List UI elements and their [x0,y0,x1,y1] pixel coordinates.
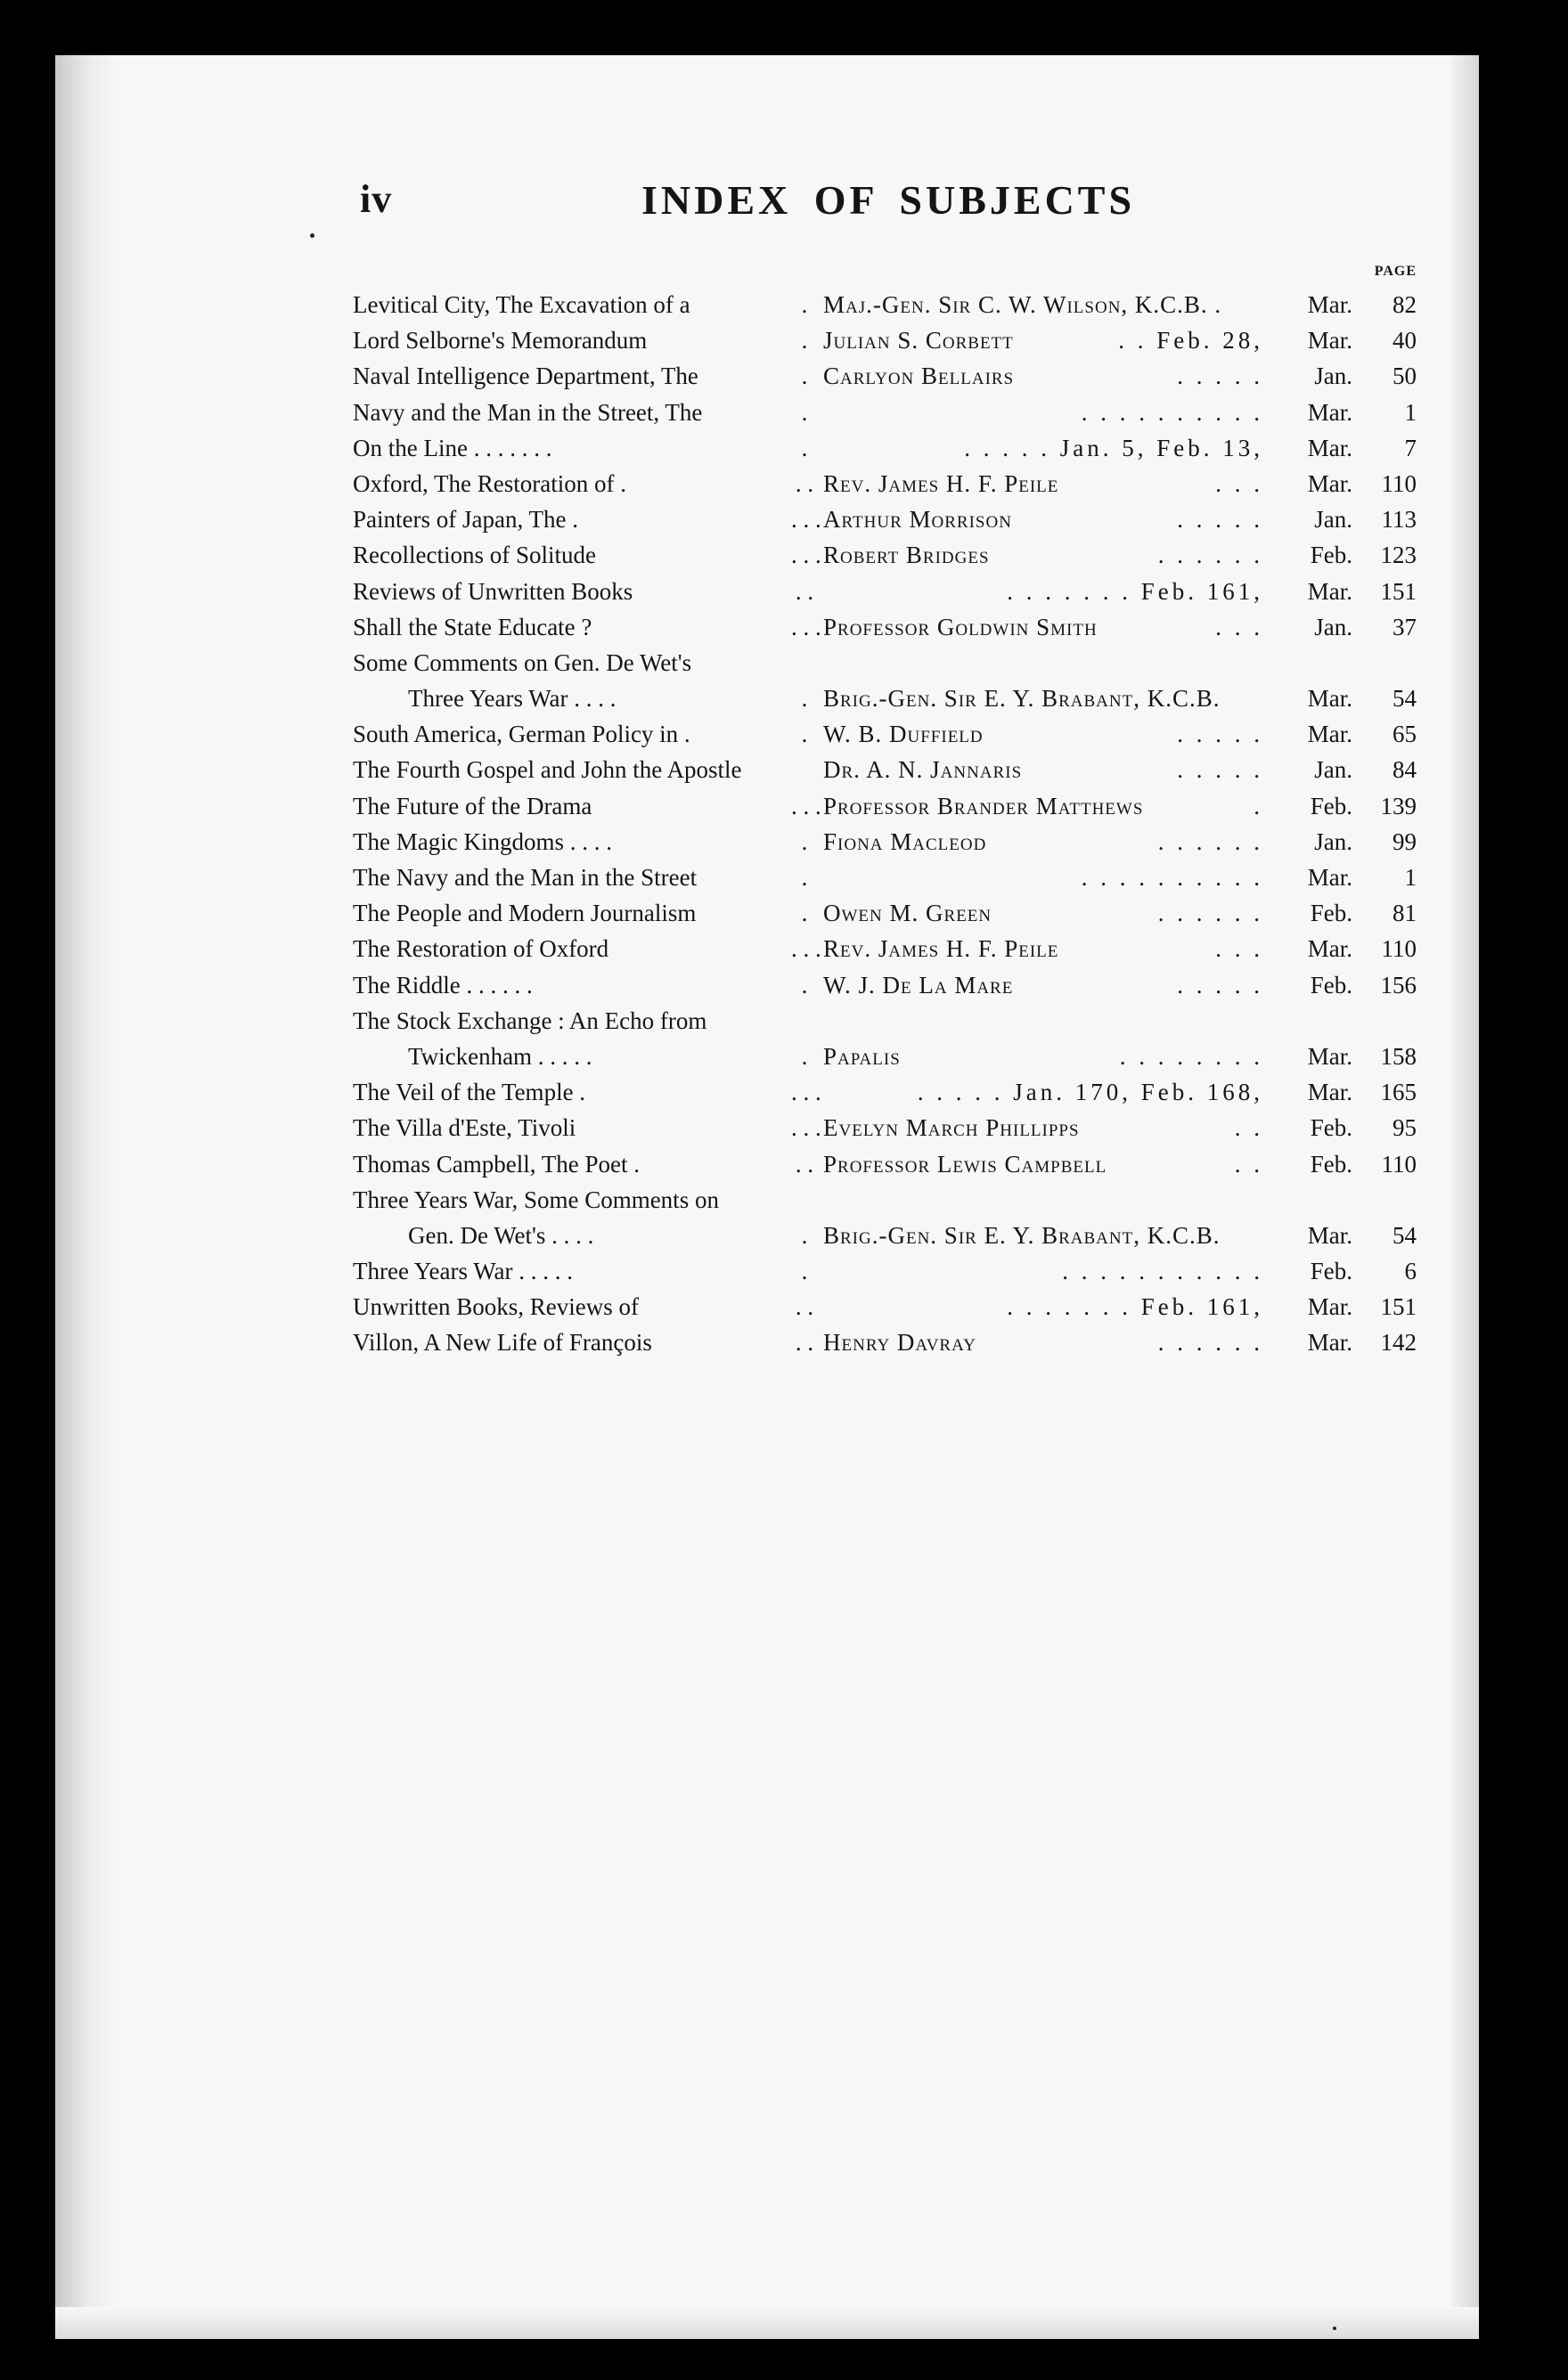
entry-page-number: 6 [1404,1258,1417,1285]
entry-subject: Twickenham . . . . . [408,1042,592,1070]
index-entry [353,1003,1422,1039]
index-entry [353,537,1422,573]
index-entry [353,716,1422,752]
entry-dates: . [1254,792,1263,819]
entry-leader-dots: . [801,1042,808,1070]
entry-month: Jan. [1314,506,1352,534]
entry-page-number: 84 [1392,756,1417,784]
entry-dates: . . . . . [1177,721,1263,748]
index-entry [353,609,1422,645]
index-entry [353,358,1422,394]
page-column-label: PAGE [1374,264,1417,279]
entry-page-number: 113 [1381,506,1417,534]
entry-author: Fiona Macleod [823,827,987,855]
entry-leader-dots: . [801,291,808,318]
entry-subject: Oxford, The Restoration of . [353,469,626,497]
entry-leader-dots: . . . [791,1114,821,1142]
page-title: INDEX OF SUBJECTS [641,177,1136,223]
entry-author: Brig.-Gen. Sir E. Y. Brabant, K.C.B. [823,685,1221,713]
entry-page-number: 1 [1404,864,1417,891]
entry-dates: . . . . . Jan. 5, Feb. 13, [964,434,1263,461]
entry-month: Feb. [1310,1150,1352,1178]
entry-author: Professor Lewis Campbell [823,1150,1107,1178]
entry-leader-dots: . [801,434,808,461]
entry-subject: The Veil of the Temple . [353,1079,586,1106]
entry-page-number: 110 [1381,1150,1417,1178]
entry-dates: . . . . . . . . [1119,1042,1263,1070]
entry-month: Mar. [1307,291,1352,318]
entry-author: Maj.-Gen. Sir C. W. Wilson, K.C.B. . [823,291,1222,318]
entry-subject: The Fourth Gospel and John the Apostle [353,756,742,784]
entry-month: Mar. [1307,1221,1352,1249]
entry-subject: Recollections of Solitude [353,542,596,569]
entry-page-number: 165 [1380,1079,1417,1106]
entry-leader-dots: . [801,398,808,426]
entry-dates: . . . . . [1177,756,1263,784]
entry-dates: . . . . . . [1157,827,1263,855]
index-entry [353,1039,1422,1074]
index-entry [353,466,1422,501]
entry-author: Robert Bridges [823,542,990,569]
entry-leader-dots: . . [795,1293,814,1321]
entry-subject: Shall the State Educate ? [353,613,592,640]
entry-month: Jan. [1314,363,1352,390]
entry-dates: . . . [1215,935,1263,963]
index-entry [353,1074,1422,1110]
index-entry [353,1324,1422,1360]
entry-subject: Gen. De Wet's . . . . [408,1221,594,1249]
entry-author: Professor Goldwin Smith [823,613,1098,640]
entry-dates: . . . . . [1177,506,1263,534]
entry-subject: Unwritten Books, Reviews of [353,1293,639,1321]
entry-author: Carlyon Bellairs [823,363,1015,390]
index-entry [353,931,1422,966]
index-entry [353,287,1422,322]
index-entry [353,1253,1422,1289]
entry-author: W. J. De La Mare [823,971,1014,998]
entry-leader-dots: . . . [791,792,821,819]
entry-dates: . . . . . Jan. 170, Feb. 168, [917,1079,1263,1106]
index-entry [353,860,1422,895]
index-entry [353,1218,1422,1253]
entry-page-number: 54 [1392,685,1417,713]
entry-leader-dots: . . . [791,542,821,569]
entry-subject: South America, German Policy in . [353,721,690,748]
entry-subject: Villon, A New Life of François [353,1329,652,1357]
entry-month: Feb. [1310,542,1352,569]
entry-author: Julian S. Corbett [823,327,1014,355]
entry-leader-dots: . [801,363,808,390]
entry-author: Evelyn March Phillipps [823,1114,1080,1142]
entry-month: Mar. [1307,434,1352,461]
entry-subject: Thomas Campbell, The Poet . [353,1150,640,1178]
entry-dates: . . . . . . . Feb. 161, [1007,577,1263,605]
entry-subject: Three Years War, Some Comments on [353,1186,719,1213]
index-entry [353,645,1422,681]
entry-page-number: 95 [1392,1114,1417,1142]
entry-page-number: 37 [1392,613,1417,640]
entry-dates: . . . [1215,469,1263,497]
entry-page-number: 142 [1380,1329,1417,1357]
entry-subject: Navy and the Man in the Street, The [353,398,703,426]
entry-dates: . . . . . . . . . . . [1062,1258,1263,1285]
entry-subject: The Villa d'Este, Tivoli [353,1114,576,1142]
entry-author: Professor Brander Matthews [823,792,1144,819]
entry-author: Owen M. Green [823,900,992,927]
entry-month: Mar. [1307,469,1352,497]
entry-month: Mar. [1307,685,1352,713]
index-entry [353,681,1422,716]
entry-month: Feb. [1310,1258,1352,1285]
entry-leader-dots: . [801,827,808,855]
entry-leader-dots: . . . [791,613,821,640]
entry-month: Feb. [1310,1114,1352,1142]
entry-leader-dots: . [801,721,808,748]
entry-page-number: 139 [1380,792,1417,819]
entry-leader-dots: . [801,1258,808,1285]
entry-leader-dots: . [801,864,808,891]
entry-subject: On the Line . . . . . . . [353,434,552,461]
entry-month: Mar. [1307,1042,1352,1070]
entry-month: Mar. [1307,1329,1352,1357]
entry-month: Jan. [1314,756,1352,784]
entry-dates: . . . . . . [1157,900,1263,927]
entry-dates: . . . . . [1177,363,1263,390]
entry-month: Mar. [1307,577,1352,605]
entry-dates: . . Feb. 28, [1118,327,1263,355]
entry-dates: . . [1234,1114,1263,1142]
index-entry [353,1146,1422,1182]
entry-leader-dots: . [801,971,808,998]
entry-author: Rev. James H. F. Peile [823,935,1059,963]
entry-leader-dots: . [801,685,808,713]
entry-leader-dots: . [801,327,808,355]
entry-month: Jan. [1314,613,1352,640]
entry-page-number: 156 [1380,971,1417,998]
index-entry [353,1110,1422,1145]
index-entry [353,574,1422,609]
entry-month: Mar. [1307,864,1352,891]
entry-author: Papalis [823,1042,901,1070]
index-entry [353,967,1422,1003]
entry-leader-dots: . [801,1221,808,1249]
entry-author: W. B. Duffield [823,721,984,748]
entry-dates: . . . . . [1177,971,1263,998]
entry-page-number: 158 [1380,1042,1417,1070]
entry-page-number: 1 [1404,398,1417,426]
entry-subject: The Stock Exchange : An Echo from [353,1007,707,1034]
entry-page-number: 110 [1381,469,1417,497]
entry-month: Feb. [1310,792,1352,819]
entry-dates: . . [1234,1150,1263,1178]
entry-page-number: 99 [1392,827,1417,855]
index-entry [353,1182,1422,1218]
entry-dates: . . . . . . . . . . [1081,864,1263,891]
entry-page-number: 110 [1381,935,1417,963]
entry-dates: . . . . . . . . . . [1081,398,1263,426]
entry-subject: Three Years War . . . . . [353,1258,574,1285]
index-entry [353,501,1422,537]
entry-subject: Three Years War . . . . [408,685,617,713]
index-entry [353,395,1422,430]
entry-dates: . . . [1215,613,1263,640]
entry-page-number: 151 [1380,1293,1417,1321]
entry-subject: The People and Modern Journalism [353,900,697,927]
entry-month: Mar. [1307,398,1352,426]
entry-month: Mar. [1307,721,1352,748]
entry-author: Brig.-Gen. Sir E. Y. Brabant, K.C.B. [823,1221,1221,1249]
index-entry [353,788,1422,824]
index-entry [353,895,1422,931]
entry-leader-dots: . . [795,1329,814,1357]
entry-page-number: 123 [1380,542,1417,569]
entry-month: Feb. [1310,971,1352,998]
entry-leader-dots: . . [795,577,814,605]
entry-subject: Some Comments on Gen. De Wet's [353,648,692,676]
entry-subject: The Future of the Drama [353,792,592,819]
entry-month: Mar. [1307,1079,1352,1106]
index-entry [353,1289,1422,1324]
entry-month: Jan. [1314,827,1352,855]
page-folio: iv [360,177,393,221]
entry-month: Feb. [1310,900,1352,927]
entry-author: Arthur Morrison [823,506,1012,534]
entry-leader-dots: . [801,900,808,927]
entry-subject: The Restoration of Oxford [353,935,609,963]
entry-author: Henry Davray [823,1329,976,1357]
entry-page-number: 81 [1392,900,1417,927]
entry-page-number: 151 [1380,577,1417,605]
entry-leader-dots: . . [795,1150,814,1178]
entry-subject: Naval Intelligence Department, The [353,363,698,390]
entry-month: Mar. [1307,935,1352,963]
index-entry [353,430,1422,466]
entry-subject: The Riddle . . . . . . [353,971,533,998]
entry-subject: The Magic Kingdoms . . . . [353,827,612,855]
entry-leader-dots: . . [795,469,814,497]
entry-page-number: 7 [1404,434,1417,461]
entry-month: Mar. [1307,1293,1352,1321]
entry-page-number: 54 [1392,1221,1417,1249]
entry-leader-dots: . . . [791,1079,821,1106]
index-entry [353,752,1422,787]
index-entry [353,322,1422,358]
entry-subject: Lord Selborne's Memorandum [353,327,648,355]
entry-month: Mar. [1307,327,1352,355]
entry-dates: . . . . . . [1157,1329,1263,1357]
entry-leader-dots: . . . [791,506,821,534]
entry-author: Rev. James H. F. Peile [823,469,1059,497]
entry-dates: . . . . . . . Feb. 161, [1007,1293,1263,1321]
entry-page-number: 82 [1392,291,1417,318]
entry-subject: Levitical City, The Excavation of a [353,291,690,318]
entry-author: Dr. A. N. Jannaris [823,756,1023,784]
entry-subject: The Navy and the Man in the Street [353,864,698,891]
index-entry [353,824,1422,860]
entry-page-number: 65 [1392,721,1417,748]
entry-subject: Reviews of Unwritten Books [353,577,633,605]
entry-leader-dots: . . . [791,935,821,963]
index-entries [353,287,1422,1361]
entry-page-number: 50 [1392,363,1417,390]
entry-subject: Painters of Japan, The . [353,506,578,534]
entry-page-number: 40 [1392,327,1417,355]
entry-dates: . . . . . . [1157,542,1263,569]
